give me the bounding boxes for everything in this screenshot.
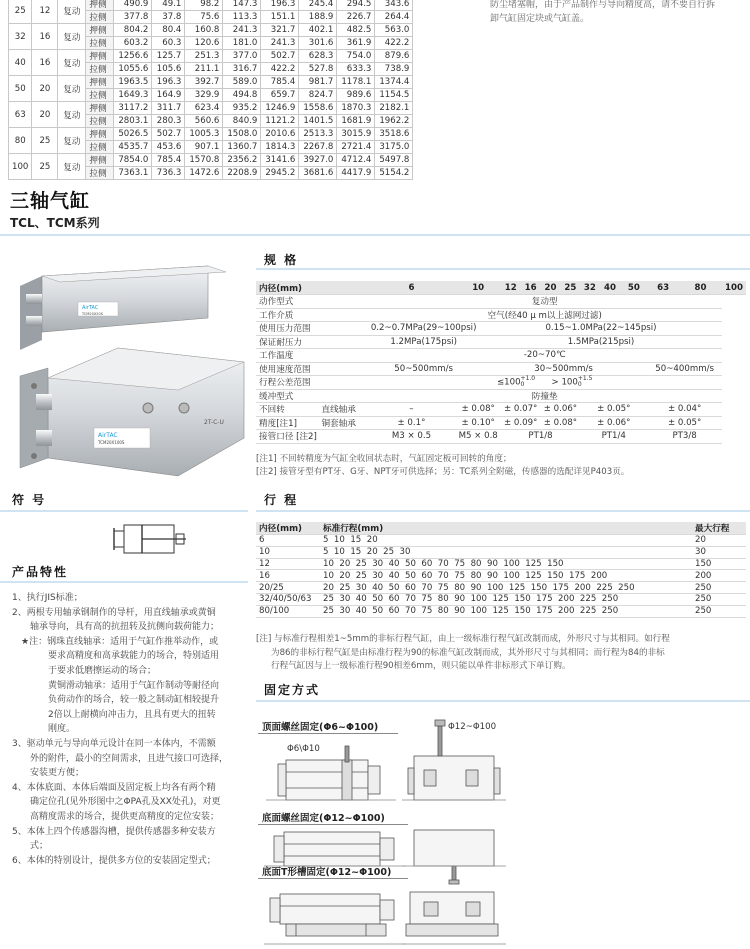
- force-table: [8, 0, 413, 180]
- force-cell-value: 151.1: [261, 11, 299, 24]
- force-cell-value: 3681.6: [299, 167, 337, 180]
- specs-note: [注1] 不回转精度为气缸全收回状态时，气缸固定板可回转的角度；: [256, 454, 512, 464]
- force-cell-value: 840.9: [223, 115, 261, 128]
- stroke-title: 行 程: [264, 493, 299, 507]
- force-cell-value: 589.0: [223, 76, 261, 89]
- force-cell-value: 301.6: [299, 37, 337, 50]
- force-cell-bore: 50: [9, 76, 32, 102]
- force-cell-value: 1055.6: [114, 63, 152, 76]
- force-cell-value: 502.7: [261, 50, 299, 63]
- force-cell-value: 1570.8: [185, 154, 223, 167]
- dim-b-label: Φ12~Φ100: [448, 722, 497, 732]
- stroke-cell-bore: 32/40/50/63: [256, 593, 320, 605]
- force-cell-value: 2945.2: [261, 167, 299, 180]
- stroke-cell-bore: 20/25: [256, 582, 320, 594]
- force-cell-value: 5497.8: [375, 154, 413, 167]
- stroke-cell-max: 250: [692, 582, 746, 594]
- stroke-notes: [256, 633, 750, 674]
- force-cell-value: 377.0: [223, 50, 261, 63]
- force-cell-direction: 押侧: [86, 128, 114, 141]
- symbol-divider: [0, 510, 248, 512]
- stroke-cell-max: 250: [692, 605, 746, 617]
- force-cell-direction: 拉侧: [86, 167, 114, 180]
- model-label: TCM20X20S: [82, 312, 103, 316]
- force-cell-value: 196.3: [261, 0, 299, 11]
- force-cell-value: 311.7: [152, 102, 185, 115]
- force-cell-value: 623.4: [185, 102, 223, 115]
- spec-row: 工作介质 空气(经40 μ m以上滤网过滤): [256, 308, 746, 322]
- force-cell-mode: 复动: [58, 154, 86, 180]
- force-cell-value: 113.3: [223, 11, 261, 24]
- force-cell-value: 2513.3: [299, 128, 337, 141]
- spec-row: 不回转 直线轴承 – ± 0.08° ± 0.07° ± 0.06° ± 0.05° ± 0.04°: [256, 403, 746, 417]
- stroke-cell-max: 30: [692, 546, 746, 558]
- feature-line: 1、执行JIS标准；: [12, 593, 83, 603]
- force-cell-value: 181.0: [223, 37, 261, 50]
- stroke-cell-bore: 80/100: [256, 605, 320, 617]
- stroke-note: 为86的非标行程气缸是由标准行程为90的标准气缸改制而成，其外形尺寸与其相同；而行程为84的非标: [271, 647, 665, 658]
- feature-line: ★注：钢珠直线轴承：适用于气缸作推举动作，或: [12, 636, 219, 647]
- force-cell-value: 1360.7: [223, 141, 261, 154]
- stroke-cell-std: 20 25 30 40 50 60 70 75 80 90 100 125 150 175 200 225 250: [320, 582, 692, 594]
- force-cell-value: 659.7: [261, 89, 299, 102]
- force-cell-value: 75.6: [185, 11, 223, 24]
- force-cell-value: 935.2: [223, 102, 261, 115]
- stroke-cell-max: 20: [692, 535, 746, 547]
- force-cell-rod: 25: [32, 154, 58, 180]
- force-cell-value: 392.7: [185, 76, 223, 89]
- mount-tslot-label: 底面T形槽固定(Φ12~Φ100): [262, 867, 392, 878]
- mount-label-line: [258, 878, 408, 879]
- specs-divider: [256, 268, 750, 270]
- mounting-drawings: [256, 716, 750, 949]
- feature-line: 高精度需求的场合，提供更高精度的定位安装；: [12, 811, 220, 822]
- force-cell-value: 49.1: [152, 0, 185, 11]
- force-table-row: [9, 76, 413, 89]
- force-cell-value: 490.9: [114, 0, 152, 11]
- feature-line: 确定位孔(见外形图中之ΦPA孔及XX处孔)，对更: [12, 797, 221, 808]
- force-cell-value: 1472.6: [185, 167, 223, 180]
- force-cell-value: 251.3: [185, 50, 223, 63]
- stroke-cell-std: 10 20 25 30 40 50 60 70 75 80 90 100 125 150 175 200: [320, 570, 692, 582]
- force-cell-value: 7363.1: [114, 167, 152, 180]
- feature-line: 刚度。: [12, 724, 76, 735]
- mounting-divider: [256, 700, 750, 702]
- stroke-cell-bore: 6: [256, 535, 320, 547]
- force-cell-value: 2721.4: [337, 141, 375, 154]
- force-cell-value: 2803.1: [114, 115, 152, 128]
- force-cell-value: 502.7: [152, 128, 185, 141]
- stroke-cell-bore: 16: [256, 570, 320, 582]
- brand-label: AirTAC: [82, 305, 99, 311]
- force-table-row: [9, 154, 413, 167]
- force-cell-value: 321.7: [261, 24, 299, 37]
- force-cell-value: 560.6: [185, 115, 223, 128]
- specs-table: [256, 281, 746, 444]
- force-cell-bore: 40: [9, 50, 32, 76]
- force-cell-value: 736.3: [152, 167, 185, 180]
- force-cell-value: 989.6: [337, 89, 375, 102]
- force-cell-value: 7854.0: [114, 154, 152, 167]
- feature-line: 外的附件，最小的空间需求，且进气接口可选择，: [12, 753, 229, 764]
- force-cell-value: 98.2: [185, 0, 223, 11]
- force-cell-mode: 复动: [58, 76, 86, 102]
- force-cell-value: 824.7: [299, 89, 337, 102]
- feature-line: 要求高精度和高承载能力的场合，特别适用: [12, 651, 220, 662]
- feature-line: 5、本体上四个传感器沟槽，提供传感器多种安装方: [12, 826, 216, 837]
- mount-top-label: 顶面螺丝固定(Φ6~Φ100): [262, 722, 379, 733]
- force-table-wrap: [8, 0, 413, 180]
- feature-line: 2倍以上耐横向冲击力，且具有更大的扭转: [12, 709, 216, 720]
- spec-row: 行程公差范围 ≤100+1.0 0 > 100+1.5 0: [256, 376, 746, 390]
- mount-bottom-label: 底面螺丝固定(Φ12~Φ100): [262, 813, 385, 824]
- force-cell-direction: 拉侧: [86, 89, 114, 102]
- spec-row: 精度[注1] 铜套轴承 ± 0.1° ± 0.10° ± 0.09° ± 0.08° ± 0.06° ± 0.05°: [256, 416, 746, 430]
- feature-line: 安装更方便；: [12, 768, 85, 779]
- feature-line: 负荷动作的场合，较一般之制动缸相较提升: [12, 695, 220, 706]
- force-cell-value: 785.4: [261, 76, 299, 89]
- force-cell-value: 527.8: [299, 63, 337, 76]
- force-cell-mode: 复动: [58, 24, 86, 50]
- force-cell-value: 343.6: [375, 0, 413, 11]
- force-cell-bore: 25: [9, 0, 32, 24]
- force-cell-value: 4712.4: [337, 154, 375, 167]
- specs-title: 规 格: [264, 253, 299, 267]
- force-cell-mode: 复动: [58, 128, 86, 154]
- feature-line: 于要求低磨擦运动的场合；: [12, 665, 157, 676]
- large-cylinder: [20, 348, 244, 476]
- stroke-row: [256, 535, 746, 547]
- force-cell-value: 160.8: [185, 24, 223, 37]
- stroke-row: [256, 593, 746, 605]
- force-cell-value: 907.1: [185, 141, 223, 154]
- stroke-row: [256, 605, 746, 617]
- force-cell-value: 754.0: [337, 50, 375, 63]
- force-cell-value: 1814.3: [261, 141, 299, 154]
- force-cell-value: 1962.2: [375, 115, 413, 128]
- force-cell-value: 377.8: [114, 11, 152, 24]
- force-cell-value: 1649.3: [114, 89, 152, 102]
- force-table-row: [9, 0, 413, 11]
- force-table-side-note: [490, 0, 745, 26]
- force-cell-value: 37.8: [152, 11, 185, 24]
- force-cell-rod: 25: [32, 128, 58, 154]
- force-cell-value: 241.3: [261, 37, 299, 50]
- features-title: 产品特性: [12, 565, 69, 579]
- force-cell-direction: 押侧: [86, 76, 114, 89]
- force-cell-value: 1681.9: [337, 115, 375, 128]
- feature-line: 3、驱动单元与导向单元设计在同一本体内，不需额: [12, 738, 216, 749]
- force-cell-value: 5026.5: [114, 128, 152, 141]
- spec-row: 使用速度范围 50~500mm/s 30~500mm/s 50~400mm/s: [256, 362, 746, 376]
- force-cell-value: 120.6: [185, 37, 223, 50]
- feature-line: 轴承导向，具有高的抗扭转及抗侧向载荷能力；: [12, 622, 220, 633]
- stroke-row: [256, 570, 746, 582]
- force-cell-value: 422.2: [375, 37, 413, 50]
- stroke-table: [256, 522, 746, 618]
- symbol-title: 符 号: [12, 493, 47, 507]
- force-cell-rod: 16: [32, 50, 58, 76]
- stroke-note: 行程气缸因与上一级标准行程90相差6mm，则只能以单件非标形式下单订购。: [271, 661, 571, 672]
- force-cell-direction: 拉侧: [86, 37, 114, 50]
- force-cell-value: 453.6: [152, 141, 185, 154]
- force-cell-value: 294.5: [337, 0, 375, 11]
- force-cell-value: 164.9: [152, 89, 185, 102]
- spec-row: 工作温度 -20~70℃: [256, 349, 746, 363]
- stroke-cell-std: 25 30 40 50 60 70 75 80 90 100 125 150 175 200 225 250: [320, 605, 692, 617]
- specs-notes: [256, 453, 750, 479]
- force-table-row: [9, 24, 413, 37]
- force-cell-value: 482.5: [337, 24, 375, 37]
- force-cell-rod: 16: [32, 24, 58, 50]
- stroke-cell-std: 5 10 15 20: [320, 535, 692, 547]
- force-cell-value: 3518.6: [375, 128, 413, 141]
- spec-row: 缓冲型式 防撞垫: [256, 389, 746, 403]
- force-cell-direction: 拉侧: [86, 141, 114, 154]
- force-cell-value: 2267.8: [299, 141, 337, 154]
- mount-label-line: [258, 824, 408, 825]
- force-cell-bore: 100: [9, 154, 32, 180]
- force-cell-value: 1256.6: [114, 50, 152, 63]
- stroke-row: [256, 558, 746, 570]
- force-cell-value: 361.9: [337, 37, 375, 50]
- stroke-cell-std: 25 30 40 50 60 70 75 80 90 100 125 150 175 200 225 250: [320, 593, 692, 605]
- force-cell-direction: 押侧: [86, 50, 114, 63]
- model-label: TCM20X100S: [98, 440, 125, 445]
- force-cell-value: 226.7: [337, 11, 375, 24]
- force-cell-value: 329.9: [185, 89, 223, 102]
- force-cell-value: 1246.9: [261, 102, 299, 115]
- force-cell-value: 1963.5: [114, 76, 152, 89]
- spec-row: 接管口径 [注2] M3 × 0.5 M5 × 0.8 PT1/8 PT1/4 PT3/8: [256, 430, 746, 444]
- force-cell-rod: 12: [32, 0, 58, 24]
- force-cell-value: 981.7: [299, 76, 337, 89]
- feature-line: 黄铜滑动轴承：适用于气缸作制动等耐径向: [12, 680, 220, 691]
- force-cell-mode: 复动: [58, 0, 86, 24]
- stroke-cell-bore: 12: [256, 558, 320, 570]
- feature-line: 2、两根专用轴承钢制作的导杆，用直线轴承或黄铜: [12, 607, 216, 618]
- force-cell-value: 125.7: [152, 50, 185, 63]
- force-cell-value: 1154.5: [375, 89, 413, 102]
- small-cylinder: [20, 266, 226, 350]
- specs-note: [注2] 接管牙型有PT牙、G牙、NPT牙可供选择；另：TC系列全附磁，传感器的选配详见P403页。: [256, 467, 630, 477]
- stroke-cell-std: 5 10 15 20 25 30: [320, 546, 692, 558]
- force-cell-value: 1121.2: [261, 115, 299, 128]
- force-cell-direction: 押侧: [86, 154, 114, 167]
- force-cell-value: 633.3: [337, 63, 375, 76]
- force-cell-value: 5154.2: [375, 167, 413, 180]
- force-cell-value: 3015.9: [337, 128, 375, 141]
- force-cell-value: 196.3: [152, 76, 185, 89]
- side-note-line: 防尘堵塞帽，由于产品制作与导向精度高，请不要自行拆: [490, 0, 716, 10]
- spec-row: 保证耐压力 1.2MPa(175psi) 1.5MPa(215psi): [256, 335, 746, 349]
- force-cell-value: 60.3: [152, 37, 185, 50]
- force-cell-value: 147.3: [223, 0, 261, 11]
- force-cell-value: 316.7: [223, 63, 261, 76]
- force-cell-value: 2182.1: [375, 102, 413, 115]
- force-cell-value: 4417.9: [337, 167, 375, 180]
- force-cell-value: 1005.3: [185, 128, 223, 141]
- force-cell-value: 603.2: [114, 37, 152, 50]
- force-cell-value: 3141.6: [261, 154, 299, 167]
- force-cell-direction: 押侧: [86, 102, 114, 115]
- force-cell-value: 2356.2: [223, 154, 261, 167]
- force-cell-value: 280.3: [152, 115, 185, 128]
- force-cell-value: 2010.6: [261, 128, 299, 141]
- stroke-cell-max: 200: [692, 570, 746, 582]
- stroke-note: [注] 与标准行程相差1~5mm的非标行程气缸，由上一级标准行程气缸改制而成，外形尺寸与其相同。如行程: [256, 634, 670, 644]
- force-cell-value: 1374.4: [375, 76, 413, 89]
- force-cell-value: 1178.1: [337, 76, 375, 89]
- spec-row: 使用压力范围 0.2~0.7MPa(29~100psi) 0.15~1.0MPa(22~145psi): [256, 322, 746, 336]
- side-note-line: 卸气缸固定块或气缸盖。: [490, 14, 590, 24]
- specs-header-row: 内径(mm) 6 10 12 16 20 25 32 40 50 63 80 100: [256, 281, 746, 295]
- feature-line: 4、本体底面、本体后端面及固定板上均各有两个精: [12, 782, 216, 793]
- brand-label: AirTAC: [98, 432, 118, 439]
- force-cell-value: 80.4: [152, 24, 185, 37]
- force-table-row: [9, 128, 413, 141]
- force-cell-rod: 20: [32, 76, 58, 102]
- force-cell-bore: 63: [9, 102, 32, 128]
- spec-row: 动作型式 复动型: [256, 295, 746, 309]
- stroke-cell-bore: 10: [256, 546, 320, 558]
- product-photo: [8, 258, 248, 488]
- force-cell-value: 3927.0: [299, 154, 337, 167]
- force-table-row: [9, 50, 413, 63]
- features-divider: [0, 581, 248, 583]
- force-cell-value: 1870.3: [337, 102, 375, 115]
- force-cell-value: 3175.0: [375, 141, 413, 154]
- force-cell-direction: 拉侧: [86, 115, 114, 128]
- force-cell-value: 422.2: [261, 63, 299, 76]
- force-cell-direction: 押侧: [86, 0, 114, 11]
- force-cell-mode: 复动: [58, 102, 86, 128]
- force-cell-value: 4535.7: [114, 141, 152, 154]
- stroke-divider: [256, 510, 750, 512]
- force-cell-value: 211.1: [185, 63, 223, 76]
- force-table-row: [9, 102, 413, 115]
- force-cell-value: 264.4: [375, 11, 413, 24]
- force-cell-value: 1558.6: [299, 102, 337, 115]
- force-cell-value: 241.3: [223, 24, 261, 37]
- mounting-title: 固定方式: [264, 683, 321, 697]
- force-cell-rod: 20: [32, 102, 58, 128]
- dim-a-label: Φ6\Φ10: [287, 744, 320, 754]
- force-cell-value: 738.9: [375, 63, 413, 76]
- series-title: TCL、TCM系列: [10, 216, 100, 230]
- pneumatic-symbol: [110, 521, 190, 557]
- force-cell-value: 494.8: [223, 89, 261, 102]
- force-cell-value: 188.9: [299, 11, 337, 24]
- stroke-cell-max: 250: [692, 593, 746, 605]
- feature-list: [12, 591, 252, 868]
- stroke-cell-std: 10 20 25 30 40 50 60 70 75 80 90 100 125 150: [320, 558, 692, 570]
- force-cell-bore: 80: [9, 128, 32, 154]
- force-cell-value: 1508.0: [223, 128, 261, 141]
- section-title: 三轴气缸: [10, 190, 91, 212]
- force-cell-value: 785.4: [152, 154, 185, 167]
- force-cell-value: 563.0: [375, 24, 413, 37]
- force-cell-value: 402.1: [299, 24, 337, 37]
- marking-label: 2T-C-U: [204, 419, 224, 426]
- force-cell-value: 628.3: [299, 50, 337, 63]
- stroke-row: [256, 546, 746, 558]
- feature-line: 6、本体的特别设计，提供多方位的安装固定型式；: [12, 855, 216, 866]
- force-cell-value: 1401.5: [299, 115, 337, 128]
- force-cell-direction: 押侧: [86, 24, 114, 37]
- stroke-cell-max: 150: [692, 558, 746, 570]
- force-cell-direction: 拉侧: [86, 63, 114, 76]
- feature-line: 式；: [12, 841, 49, 852]
- force-cell-value: 245.4: [299, 0, 337, 11]
- section-divider: [0, 234, 750, 236]
- stroke-header-row: 内径(mm) 标准行程(mm) 最大行程: [256, 522, 746, 535]
- force-cell-bore: 32: [9, 24, 32, 50]
- force-cell-direction: 拉侧: [86, 11, 114, 24]
- force-cell-mode: 复动: [58, 50, 86, 76]
- force-cell-value: 2208.9: [223, 167, 261, 180]
- force-cell-value: 879.6: [375, 50, 413, 63]
- force-cell-value: 105.6: [152, 63, 185, 76]
- stroke-row: [256, 582, 746, 594]
- force-cell-value: 804.2: [114, 24, 152, 37]
- force-cell-value: 3117.2: [114, 102, 152, 115]
